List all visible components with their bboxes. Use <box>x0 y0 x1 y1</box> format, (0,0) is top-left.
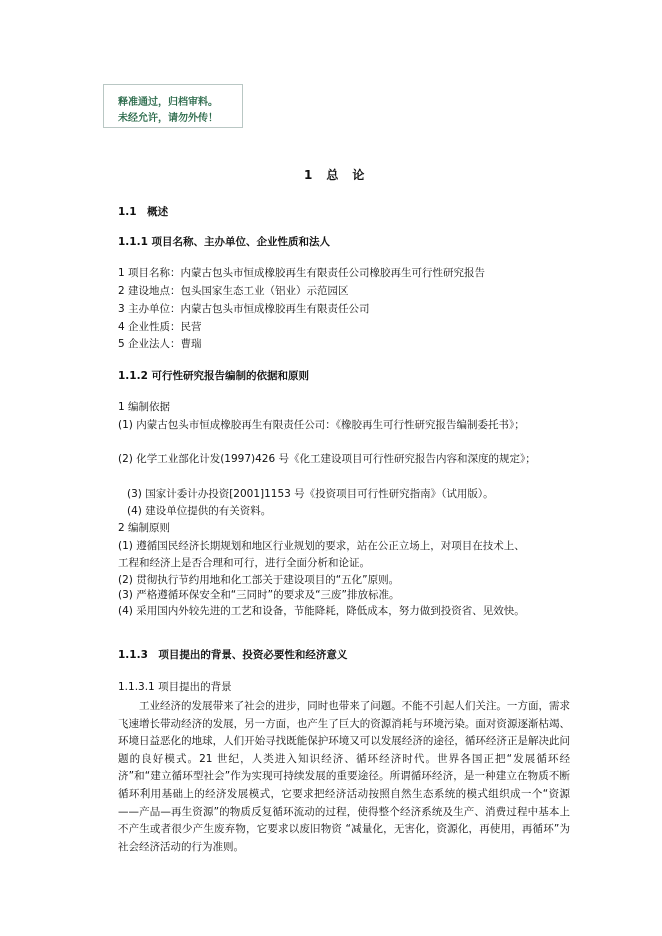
notice-line-1: 释准通过，归档审料。 <box>118 97 218 108</box>
basis-item: (3) 国家计委计办投资[2001]1153 号《投资项目可行性研究指南》（试用版）。 <box>127 488 494 500</box>
principle-item: (2) 贯彻执行节约用地和化工部关于建设项目的“五化”原则。 <box>118 574 400 586</box>
notice-line-2: 未经允许，请勿外传！ <box>118 113 218 124</box>
principle-item-continuation: 工程和经济上是否合理和可行，进行全面分析和论证。 <box>118 557 370 569</box>
info-item: 4 企业性质：民营 <box>118 321 202 333</box>
chapter-title: 1 总 论 <box>304 168 366 182</box>
background-paragraph: 工业经济的发展带来了社会的进步，同时也带来了问题。不能不引起人们关注。一方面，需求飞速增长带动经济的发展，另一方面，也产生了巨大的资源消耗与环境污染。面对资源逐渐枯竭、环境日益恶化的地球，人们开始寻找既能保护环境又可以发展经济的途径，循环经济正是解决此问题的良好模式。21 世纪，人类进入知识经济、循环经济时代。世界各国正把“发展循环经济”和“建立循环型社会”作为实现可持续发展的重要途径。所谓循环经济，是一种建立在物质不断循环利用基础上的经济发展模式，它要求把经济活动按照自然生态系统的模式组织成一个“资源——产品—再生资源”的物质反复循环流动的过程，使得整个经济系统及生产、消费过程中基本上不产生或者很少产生废弃物，它要求以废旧物资 “减量化，无害化，资源化，再使用，再循环”为社会经济活动的行为准则。 <box>118 700 570 853</box>
basis-item: (1) 内蒙古包头市恒成橡胶再生有限责任公司：《橡胶再生可行性研究报告编制委托书》； <box>118 419 525 431</box>
section-1-1-3-heading: 1.1.3 项目提出的背景、投资必要性和经济意义 <box>118 649 348 661</box>
basis-heading: 1 编制依据 <box>118 401 171 413</box>
info-item: 3 主办单位：内蒙古包头市恒成橡胶再生有限责任公司 <box>118 303 370 315</box>
principle-item: (1) 遵循国民经济长期规划和地区行业规划的要求，站在公正立场上，对项目在技术上、 <box>118 540 525 552</box>
section-1-1-heading: 1.1 概述 <box>118 206 169 218</box>
section-1-1-1-heading: 1.1.1 项目名称、主办单位、企业性质和法人 <box>118 236 331 248</box>
basis-item: (4) 建设单位提供的有关资料。 <box>127 505 272 517</box>
info-item: 2 建设地点：包头国家生态工业（铝业）示范园区 <box>118 285 349 297</box>
principle-heading: 2 编制原则 <box>118 522 171 534</box>
info-item: 5 企业法人：曹瑞 <box>118 338 202 350</box>
confidential-notice-box <box>103 84 243 128</box>
principle-item: (4) 采用国内外较先进的工艺和设备，节能降耗，降低成本，努力做到投资省、见效快。 <box>118 605 525 617</box>
section-1-1-2-heading: 1.1.2 可行性研究报告编制的依据和原则 <box>118 370 310 382</box>
info-item: 1 项目名称：内蒙古包头市恒成橡胶再生有限责任公司橡胶再生可行性研究报告 <box>118 267 486 279</box>
principle-item: (3) 严格遵循环保安全和“三同时”的要求及“三废”排放标准。 <box>118 589 400 601</box>
section-1-1-3-1-heading: 1.1.3.1 项目提出的背景 <box>118 681 232 693</box>
basis-item: (2) 化学工业部化计发(1997)426 号《化工建设项目可行性研究报告内容和深度的规定》； <box>118 453 536 465</box>
